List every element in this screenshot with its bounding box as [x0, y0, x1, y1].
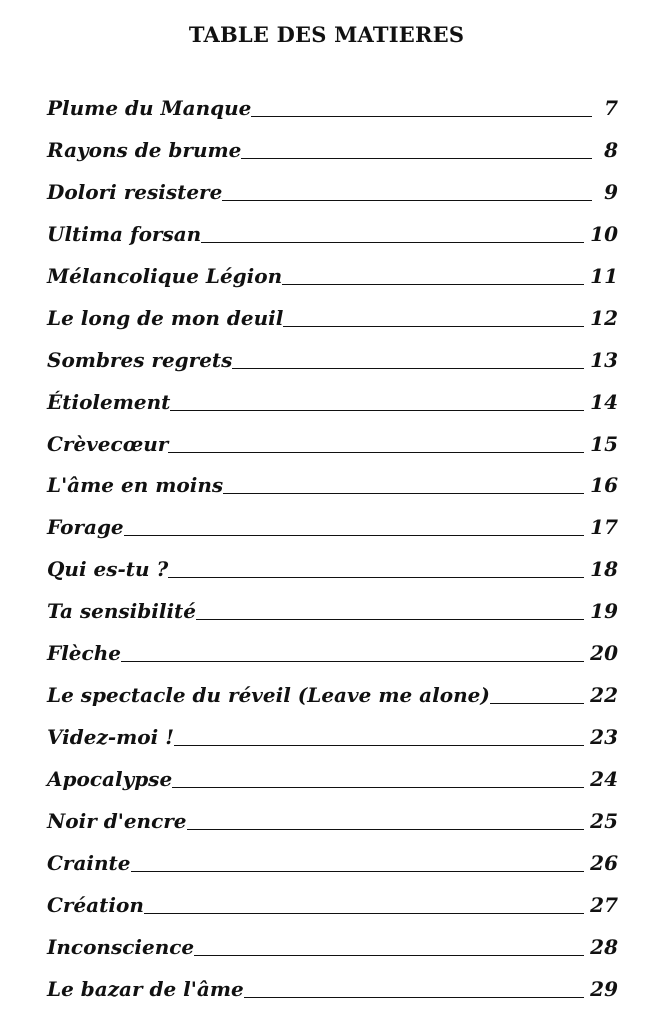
toc-entry	[47, 298, 618, 340]
toc-entry-title: Le spectacle du réveil (Leave me alone)	[47, 683, 490, 708]
toc-entry	[47, 172, 618, 214]
toc-entry	[47, 591, 618, 633]
toc-leader-line	[194, 955, 584, 956]
toc-entry-title: Le long de mon deuil	[47, 305, 284, 330]
toc-entry	[47, 130, 618, 172]
toc-entry	[47, 801, 618, 843]
toc-entry-page: 19	[590, 599, 618, 624]
toc-entry-title: Le bazar de l'âme	[47, 976, 244, 1001]
toc-entry-page: 9	[604, 179, 618, 204]
toc-leader-line	[241, 158, 592, 159]
toc-entry	[47, 465, 618, 507]
toc-leader-line	[222, 200, 592, 201]
toc-entry-page: 26	[590, 850, 618, 875]
toc-entry-title: Mélancolique Légion	[47, 263, 283, 288]
toc-entry	[47, 382, 618, 424]
toc-entry-title: Ta sensibilité	[47, 599, 197, 624]
toc-entry-page: 22	[590, 683, 618, 708]
toc-leader-line	[223, 493, 584, 494]
toc-leader-line	[196, 619, 584, 620]
toc-entry	[47, 969, 618, 1011]
toc-leader-line	[131, 871, 585, 872]
toc-leader-line	[168, 452, 584, 453]
toc-entry	[47, 843, 618, 885]
toc-entry	[47, 507, 618, 549]
toc-entry-page: 23	[590, 725, 618, 750]
toc-entry-title: Crainte	[47, 850, 131, 875]
toc-entry-page: 7	[604, 96, 618, 120]
toc-entry-title: Inconscience	[47, 934, 195, 959]
toc-leader-line	[490, 703, 584, 704]
toc-entry-page: 29	[590, 976, 618, 1001]
toc-entry-page: 20	[590, 641, 618, 666]
toc-leader-line	[232, 368, 584, 369]
toc-entry-title: Dolori resistere	[47, 179, 223, 204]
toc-entry-title: Étiolement	[47, 389, 171, 414]
toc-entry-page: 10	[590, 221, 618, 246]
toc-entry-title: Apocalypse	[47, 767, 173, 791]
toc-entry	[47, 717, 618, 759]
toc-leader-line	[174, 745, 584, 746]
toc-entry-title: Flèche	[47, 641, 121, 666]
toc-entry-page: 17	[590, 515, 618, 540]
toc-leader-line	[168, 577, 584, 578]
toc-leader-line	[172, 787, 584, 788]
page-title: TABLE DES MATIERES	[188, 22, 465, 48]
toc-leader-line	[201, 242, 584, 243]
toc-leader-line	[244, 997, 584, 998]
toc-entry-page: 13	[590, 347, 618, 372]
toc-entry	[47, 927, 618, 969]
toc-entry-title: L'âme en moins	[47, 473, 224, 498]
toc-entry-page: 25	[590, 808, 618, 833]
toc-entry-page: 14	[590, 389, 618, 414]
toc-entry	[47, 340, 618, 382]
toc-entry-title: Rayons de brume	[47, 137, 242, 162]
toc-entry-page: 28	[590, 934, 618, 959]
toc-entry-title: Plume du Manque	[47, 96, 252, 120]
toc-leader-line	[283, 326, 584, 327]
toc-entry-title: Crèvecœur	[47, 431, 169, 456]
toc-entry	[47, 885, 618, 927]
toc-entry-title: Création	[47, 892, 144, 917]
toc-entry-title: Ultima forsan	[47, 221, 202, 246]
toc-entry	[47, 633, 618, 675]
toc-leader-line	[121, 661, 584, 662]
toc-leader-line	[124, 535, 585, 536]
toc-entry-page: 11	[590, 263, 618, 288]
toc-entry-title: Noir d'encre	[47, 808, 187, 833]
toc-leader-line	[282, 284, 584, 285]
toc-entry-page: 27	[590, 892, 618, 917]
toc-entry	[47, 256, 618, 298]
toc-leader-line	[187, 829, 585, 830]
toc-entry	[47, 88, 618, 130]
toc-entry-title: Forage	[47, 515, 124, 540]
toc-entry-page: 18	[590, 557, 618, 582]
toc-entry-page: 15	[590, 431, 618, 456]
toc-entry	[47, 214, 618, 256]
table-of-contents	[47, 88, 618, 1011]
toc-entry-page: 24	[590, 767, 618, 791]
toc-entry-title: Sombres regrets	[47, 347, 233, 372]
toc-entry-title: Qui es-tu ?	[47, 557, 169, 582]
toc-entry-page: 12	[590, 305, 618, 330]
toc-entry	[47, 759, 618, 801]
toc-leader-line	[170, 410, 584, 411]
toc-entry	[47, 424, 618, 466]
toc-leader-line	[251, 116, 592, 117]
toc-entry-page: 16	[590, 473, 618, 498]
toc-entry-page: 8	[604, 137, 618, 162]
toc-leader-line	[144, 913, 584, 914]
toc-entry	[47, 549, 618, 591]
toc-entry-title: Videz-moi !	[47, 725, 174, 750]
toc-entry	[47, 675, 618, 717]
